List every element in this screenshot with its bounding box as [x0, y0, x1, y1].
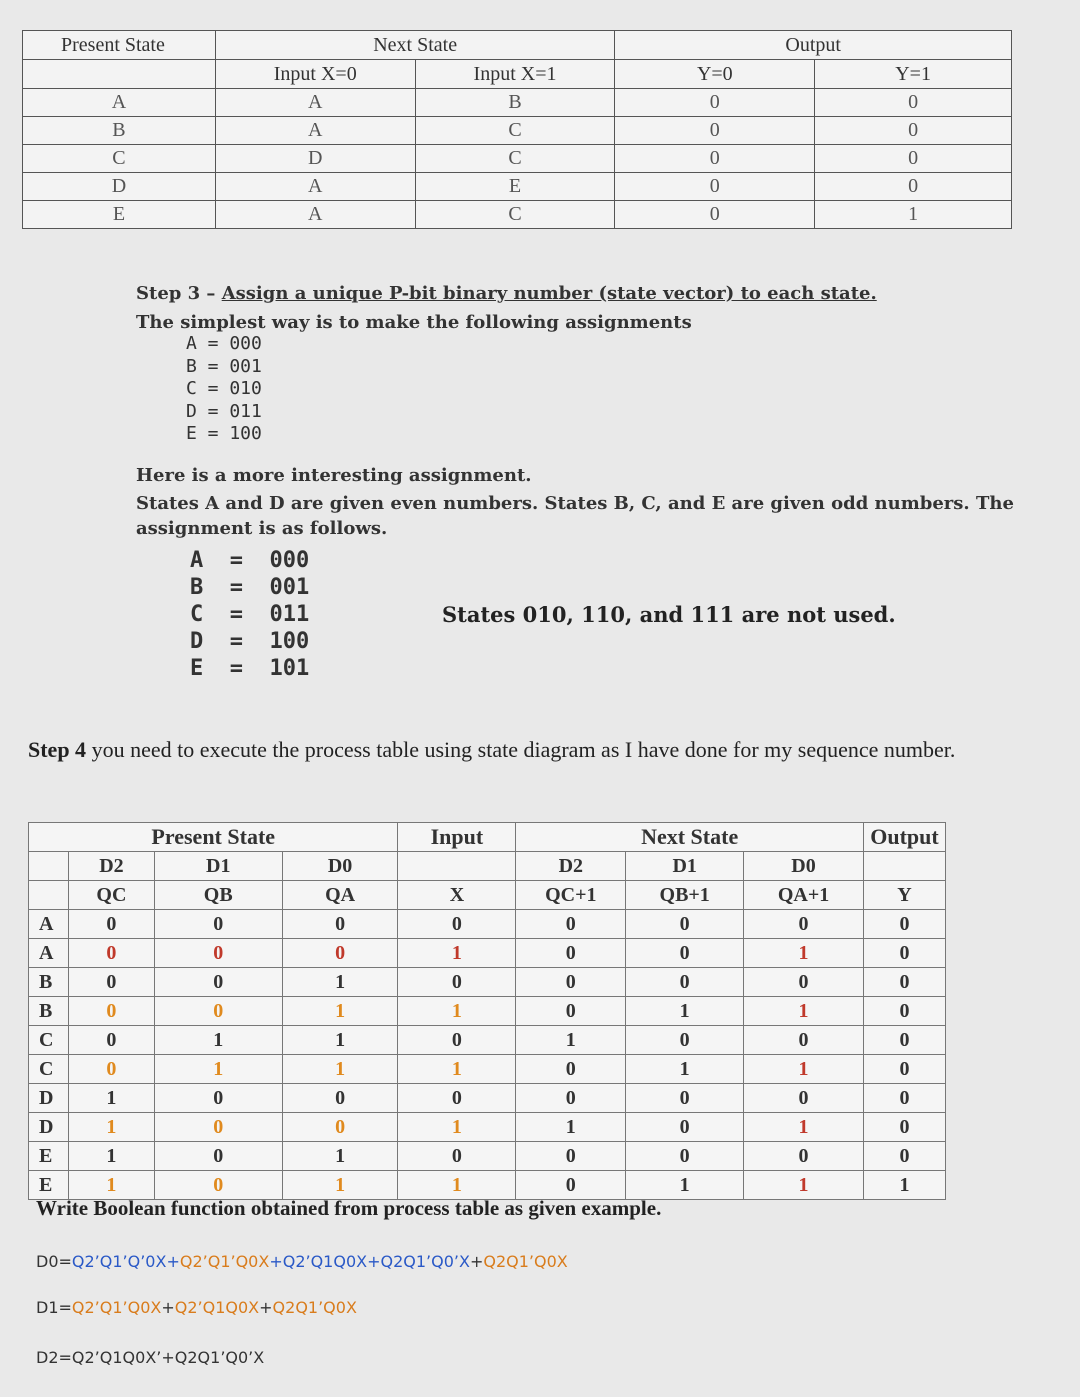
table-row	[23, 145, 1012, 173]
simple-assign-line: A = 000	[186, 333, 262, 354]
value-cell: 0	[626, 910, 744, 939]
present-state-header: Present State	[23, 31, 216, 60]
step3-title-link: Assign a unique P-bit binary number (state vector) to each state.	[221, 283, 877, 304]
table-row	[29, 1055, 946, 1084]
col-next-d2: D2	[516, 852, 626, 881]
present-state-group: Present State	[29, 823, 398, 852]
col-d0: D0	[282, 852, 398, 881]
interesting-assign-line: C = 011	[190, 602, 310, 627]
state-cell: D	[29, 1113, 69, 1142]
value-cell: 1	[282, 997, 398, 1026]
value-cell: 0	[282, 910, 398, 939]
value-cell: 0	[863, 1142, 945, 1171]
value-cell: 0	[154, 1113, 282, 1142]
d0-term: Q2Q1’Q0’X	[380, 1252, 470, 1271]
value-cell: 0	[516, 1055, 626, 1084]
value-cell: 1	[863, 1171, 945, 1200]
next-x1-cell: E	[415, 173, 615, 201]
simple-assign-line: B = 001	[186, 355, 262, 377]
value-cell: 0	[516, 1084, 626, 1113]
value-cell: 0	[68, 968, 154, 997]
value-cell: 0	[744, 1026, 864, 1055]
blank-cell	[29, 852, 69, 881]
d1-label: D1=	[36, 1298, 72, 1317]
d0-term: +Q2’Q1Q0X+	[269, 1252, 381, 1271]
value-cell: 0	[154, 910, 282, 939]
value-cell: 0	[863, 997, 945, 1026]
value-cell: 1	[282, 1171, 398, 1200]
process-table-body	[29, 910, 946, 1200]
state-cell: A	[29, 910, 69, 939]
d0-term: +	[469, 1252, 484, 1271]
value-cell: 0	[154, 939, 282, 968]
y1-cell: 0	[815, 145, 1012, 173]
value-cell: 1	[516, 1026, 626, 1055]
step3-title	[136, 283, 877, 304]
simple-assign-line: D = 011	[186, 400, 262, 422]
value-cell: 0	[516, 939, 626, 968]
col-next-d0: D0	[744, 852, 864, 881]
state-table	[22, 30, 1012, 229]
value-cell: 0	[516, 997, 626, 1026]
value-cell: 1	[68, 1084, 154, 1113]
table-row	[29, 968, 946, 997]
next-x1-cell: C	[415, 201, 615, 229]
value-cell: 0	[863, 939, 945, 968]
col-y: Y	[863, 881, 945, 910]
state-cell: E	[29, 1142, 69, 1171]
value-cell: 1	[516, 1113, 626, 1142]
state-cell: B	[29, 968, 69, 997]
d0-label: D0=	[36, 1252, 72, 1271]
table-row	[23, 117, 1012, 145]
y1-cell: 0	[815, 173, 1012, 201]
value-cell: 0	[398, 1084, 516, 1113]
value-cell: 0	[516, 910, 626, 939]
value-cell: 0	[398, 1026, 516, 1055]
d0-equation	[36, 1252, 568, 1271]
table-row	[29, 910, 946, 939]
d1-term: Q2’Q1’Q0X	[71, 1298, 162, 1317]
value-cell: 0	[863, 1026, 945, 1055]
value-cell: 0	[154, 997, 282, 1026]
state-cell: B	[29, 997, 69, 1026]
next-state-group: Next State	[516, 823, 864, 852]
next-x0-cell: D	[215, 145, 415, 173]
value-cell: 0	[154, 968, 282, 997]
table-row	[29, 1142, 946, 1171]
output-header: Output	[615, 31, 1012, 60]
simple-assign-line: E = 100	[186, 423, 262, 444]
d0-term: Q2Q1’Q0X	[483, 1252, 568, 1271]
output-group: Output	[863, 823, 945, 852]
process-table	[28, 822, 946, 1200]
value-cell: 0	[68, 997, 154, 1026]
interesting-assignment-text	[136, 463, 1036, 541]
unused-states-note: States 010, 110, and 111 are not used.	[442, 602, 896, 627]
input-x1-header: Input X=1	[415, 60, 615, 89]
simple-assign-line: C = 010	[186, 378, 262, 399]
value-cell: 1	[398, 1171, 516, 1200]
value-cell: 0	[398, 1142, 516, 1171]
d1-term: Q2’Q1Q0X	[174, 1298, 260, 1317]
value-cell: 0	[863, 1113, 945, 1142]
next-x0-cell: A	[215, 201, 415, 229]
value-cell: 1	[154, 1026, 282, 1055]
value-cell: 1	[282, 968, 398, 997]
value-cell: 0	[626, 1026, 744, 1055]
d0-term: Q2’Q1’Q0X	[179, 1252, 270, 1271]
state-cell: C	[29, 1026, 69, 1055]
col-qb1: QB+1	[626, 881, 744, 910]
value-cell: 1	[68, 1171, 154, 1200]
step4-label: Step 4	[28, 737, 87, 762]
value-cell: 0	[863, 1055, 945, 1084]
interesting-assign-line: A = 000	[190, 548, 310, 573]
value-cell: 0	[626, 968, 744, 997]
blank-cell	[29, 881, 69, 910]
value-cell: 0	[282, 939, 398, 968]
value-cell: 0	[516, 1171, 626, 1200]
value-cell: 1	[744, 1171, 864, 1200]
table-row	[23, 201, 1012, 229]
y0-cell: 0	[615, 117, 815, 145]
blank-cell	[398, 852, 516, 881]
table-row	[29, 1113, 946, 1142]
next-x1-cell: B	[415, 89, 615, 117]
value-cell: 0	[516, 1142, 626, 1171]
col-qb: QB	[154, 881, 282, 910]
d2-equation: D2=Q2’Q1Q0X’+Q2Q1’Q0’X	[36, 1348, 265, 1367]
col-d2: D2	[68, 852, 154, 881]
col-x: X	[398, 881, 516, 910]
value-cell: 1	[282, 1142, 398, 1171]
value-cell: 0	[398, 910, 516, 939]
col-qa: QA	[282, 881, 398, 910]
value-cell: 1	[398, 997, 516, 1026]
value-cell: 1	[154, 1055, 282, 1084]
col-qc1: QC+1	[516, 881, 626, 910]
value-cell: 1	[744, 997, 864, 1026]
state-cell: D	[29, 1084, 69, 1113]
blank-cell	[863, 852, 945, 881]
simple-assignment-list	[186, 333, 877, 446]
table-row	[29, 997, 946, 1026]
col-qa1: QA+1	[744, 881, 864, 910]
d1-equation	[36, 1298, 357, 1317]
y1-header: Y=1	[815, 60, 1012, 89]
state-cell: A	[29, 939, 69, 968]
y0-cell: 0	[615, 173, 815, 201]
value-cell: 0	[68, 939, 154, 968]
value-cell: 1	[626, 997, 744, 1026]
interesting-assignment-list	[190, 547, 309, 682]
next-x1-cell: C	[415, 117, 615, 145]
next-x0-cell: A	[215, 89, 415, 117]
d1-term: +	[259, 1298, 273, 1317]
state-cell: E	[23, 201, 216, 229]
simple-assignment-text: The simplest way is to make the following assignments	[136, 312, 692, 333]
step4-paragraph	[28, 736, 1018, 764]
state-cell: A	[23, 89, 216, 117]
y0-cell: 0	[615, 201, 815, 229]
value-cell: 0	[744, 968, 864, 997]
d1-term: Q2Q1’Q0X	[272, 1298, 357, 1317]
y1-cell: 1	[815, 201, 1012, 229]
state-cell: E	[29, 1171, 69, 1200]
value-cell: 0	[744, 1142, 864, 1171]
interesting-assign-line: D = 100	[190, 629, 310, 654]
value-cell: 0	[398, 968, 516, 997]
state-cell: C	[23, 145, 216, 173]
value-cell: 0	[863, 968, 945, 997]
step3-section	[136, 283, 877, 446]
value-cell: 1	[744, 1113, 864, 1142]
next-state-header: Next State	[215, 31, 615, 60]
input-x0-header: Input X=0	[215, 60, 415, 89]
table-row	[29, 1084, 946, 1113]
state-cell: D	[23, 173, 216, 201]
boolean-function-heading: Write Boolean function obtained from process table as given example.	[36, 1196, 662, 1220]
value-cell: 1	[68, 1142, 154, 1171]
d1-term: +	[161, 1298, 175, 1317]
value-cell: 0	[282, 1113, 398, 1142]
value-cell: 0	[282, 1084, 398, 1113]
value-cell: 0	[863, 1084, 945, 1113]
value-cell: 1	[626, 1055, 744, 1084]
value-cell: 1	[282, 1026, 398, 1055]
value-cell: 0	[744, 910, 864, 939]
value-cell: 0	[516, 968, 626, 997]
value-cell: 1	[68, 1113, 154, 1142]
table-row	[29, 939, 946, 968]
interesting-line-2: States A and D are given even numbers. States B, C, and E are given odd numbers. The assignment is as follows.	[136, 493, 1014, 539]
value-cell: 0	[626, 1084, 744, 1113]
step3-title-prefix: Step 3 –	[136, 283, 222, 304]
value-cell: 1	[626, 1171, 744, 1200]
interesting-assign-line: E = 101	[190, 656, 310, 681]
value-cell: 1	[398, 1055, 516, 1084]
value-cell: 1	[398, 939, 516, 968]
value-cell: 0	[626, 939, 744, 968]
value-cell: 1	[744, 1055, 864, 1084]
col-d1: D1	[154, 852, 282, 881]
y1-cell: 0	[815, 117, 1012, 145]
step4-text: you need to execute the process table using state diagram as I have done for my sequence number.	[86, 737, 956, 762]
state-cell: C	[29, 1055, 69, 1084]
empty-header-cell	[23, 60, 216, 89]
interesting-assign-line: B = 001	[190, 575, 310, 600]
table-row	[23, 173, 1012, 201]
value-cell: 0	[68, 1026, 154, 1055]
y0-cell: 0	[615, 89, 815, 117]
y0-cell: 0	[615, 145, 815, 173]
next-x1-cell: C	[415, 145, 615, 173]
value-cell: 0	[154, 1142, 282, 1171]
value-cell: 1	[744, 939, 864, 968]
value-cell: 0	[68, 910, 154, 939]
y0-header: Y=0	[615, 60, 815, 89]
value-cell: 1	[398, 1113, 516, 1142]
interesting-line-1: Here is a more interesting assignment.	[136, 465, 532, 486]
value-cell: 0	[68, 1055, 154, 1084]
input-group: Input	[398, 823, 516, 852]
next-x0-cell: A	[215, 173, 415, 201]
col-qc: QC	[68, 881, 154, 910]
value-cell: 0	[744, 1084, 864, 1113]
next-x0-cell: A	[215, 117, 415, 145]
table-row	[29, 1026, 946, 1055]
col-next-d1: D1	[626, 852, 744, 881]
d0-term: Q2’Q1’Q’0X+	[71, 1252, 180, 1271]
table-row	[23, 89, 1012, 117]
value-cell: 0	[863, 910, 945, 939]
value-cell: 0	[154, 1084, 282, 1113]
value-cell: 0	[626, 1113, 744, 1142]
y1-cell: 0	[815, 89, 1012, 117]
value-cell: 0	[626, 1142, 744, 1171]
state-cell: B	[23, 117, 216, 145]
value-cell: 0	[154, 1171, 282, 1200]
value-cell: 1	[282, 1055, 398, 1084]
